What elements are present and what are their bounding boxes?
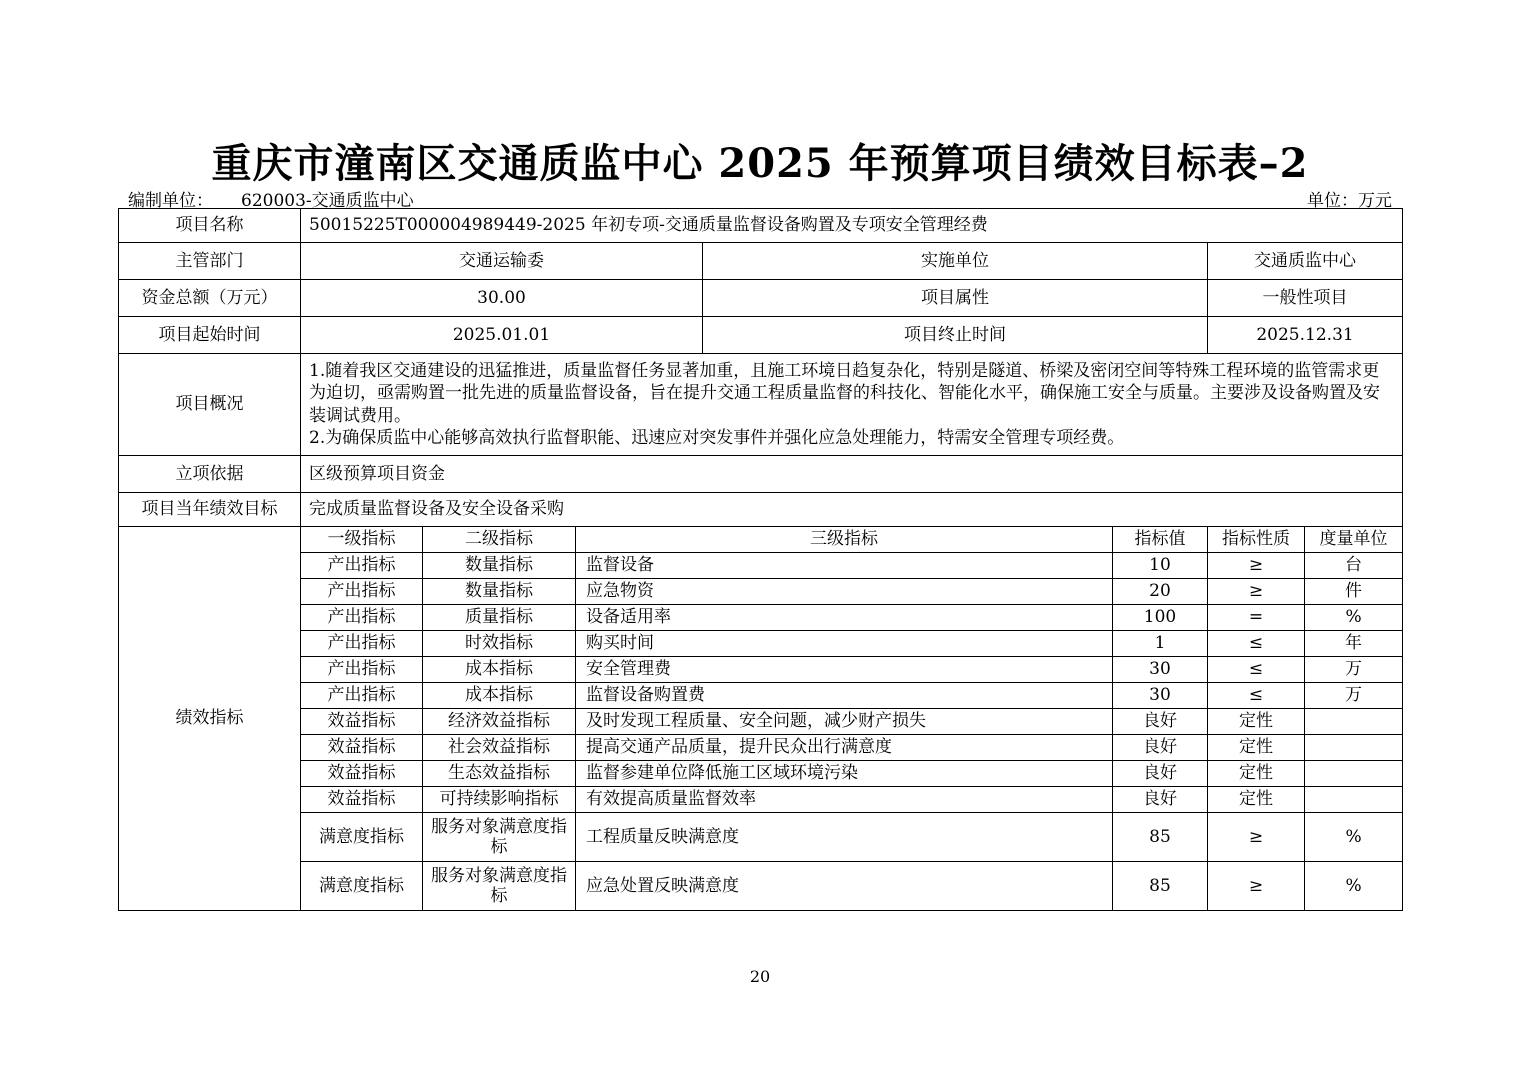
page-number: 20	[749, 967, 771, 986]
indicator-level3: 提高交通产品质量，提升民众出行满意度	[576, 735, 1113, 761]
indicator-level1: 效益指标	[301, 735, 423, 761]
indicator-level2: 成本指标	[423, 683, 576, 709]
indicator-level3: 应急物资	[576, 579, 1113, 605]
indicator-nature: ≥	[1208, 862, 1305, 911]
dept-label: 主管部门	[119, 243, 301, 280]
indicator-nature: ≥	[1208, 813, 1305, 862]
indicator-value: 100	[1113, 605, 1208, 631]
indicator-level1: 效益指标	[301, 761, 423, 787]
perf-label: 绩效指标	[119, 527, 301, 911]
indicator-nature: ≤	[1208, 683, 1305, 709]
indicator-value: 1	[1113, 631, 1208, 657]
indicator-unit: 年	[1305, 631, 1403, 657]
indicator-unit: 万	[1305, 683, 1403, 709]
indicator-level2: 可持续影响指标	[423, 787, 576, 813]
header-level2: 二级指标	[423, 527, 576, 553]
fund-value: 30.00	[301, 280, 703, 317]
indicator-level2: 成本指标	[423, 657, 576, 683]
basis-value: 区级预算项目资金	[301, 456, 1403, 493]
indicator-level3: 安全管理费	[576, 657, 1113, 683]
indicator-nature: 定性	[1208, 761, 1305, 787]
dept-value: 交通运输委	[301, 243, 703, 280]
indicator-level2: 质量指标	[423, 605, 576, 631]
indicator-level2: 生态效益指标	[423, 761, 576, 787]
indicator-value: 良好	[1113, 761, 1208, 787]
header-level3: 三级指标	[576, 527, 1113, 553]
indicator-row	[119, 761, 1403, 787]
indicator-level3: 监督设备	[576, 553, 1113, 579]
goal-value: 完成质量监督设备及安全设备采购	[301, 493, 1403, 527]
indicator-level2: 时效指标	[423, 631, 576, 657]
indicator-unit: %	[1305, 605, 1403, 631]
attr-value: 一般性项目	[1208, 280, 1403, 317]
overview-paragraph-1: 1.随着我区交通建设的迅猛推进，质量监督任务显著加重，且施工环境日趋复杂化，特别是隧道、桥梁及密闭空间等特殊工程环境的监管需求更为迫切，亟需购置一批先进的质量监督设备，旨在提升交通工程质量监督的科技化、智能化水平，确保施工安全与质量。主要涉及设备购置及安装调试费用。	[309, 361, 1380, 426]
indicator-nature: 定性	[1208, 709, 1305, 735]
indicator-row	[119, 683, 1403, 709]
overview-label: 项目概况	[119, 354, 301, 456]
row-goal	[119, 493, 1403, 527]
indicator-level3: 有效提高质量监督效率	[576, 787, 1113, 813]
indicator-row	[119, 862, 1403, 911]
indicator-value: 20	[1113, 579, 1208, 605]
currency-unit: 单位：万元	[1307, 191, 1392, 211]
header-nature: 指标性质	[1208, 527, 1305, 553]
basis-label: 立项依据	[119, 456, 301, 493]
indicator-unit: 台	[1305, 553, 1403, 579]
row-basis	[119, 456, 1403, 493]
indicator-nature: =	[1208, 605, 1305, 631]
indicator-level2: 经济效益指标	[423, 709, 576, 735]
indicator-level3: 监督设备购置费	[576, 683, 1113, 709]
indicator-nature: ≥	[1208, 553, 1305, 579]
start-value: 2025.01.01	[301, 317, 703, 354]
indicator-level1: 效益指标	[301, 709, 423, 735]
indicator-level3: 设备适用率	[576, 605, 1113, 631]
performance-table	[118, 208, 1403, 911]
indicator-nature: 定性	[1208, 787, 1305, 813]
indicator-value: 良好	[1113, 787, 1208, 813]
indicator-level1: 产出指标	[301, 683, 423, 709]
indicator-level3: 监督参建单位降低施工区域环境污染	[576, 761, 1113, 787]
overview-paragraph-2: 2.为确保质监中心能够高效执行监督职能、迅速应对突发事件并强化应急处理能力，特需安全管理专项经费。	[309, 427, 1125, 448]
indicator-value: 30	[1113, 657, 1208, 683]
row-project-name	[119, 209, 1403, 243]
overview-value	[301, 354, 1403, 456]
indicator-nature: ≥	[1208, 579, 1305, 605]
indicator-level1: 效益指标	[301, 787, 423, 813]
indicator-level1: 产出指标	[301, 553, 423, 579]
indicator-row	[119, 553, 1403, 579]
indicator-unit	[1305, 735, 1403, 761]
indicator-level2: 服务对象满意度指标	[423, 813, 576, 862]
indicator-unit	[1305, 761, 1403, 787]
indicator-level1: 满意度指标	[301, 813, 423, 862]
indicator-level1: 产出指标	[301, 657, 423, 683]
indicator-row	[119, 579, 1403, 605]
indicator-level2: 数量指标	[423, 553, 576, 579]
row-dates	[119, 317, 1403, 354]
indicator-row	[119, 605, 1403, 631]
indicator-level2: 数量指标	[423, 579, 576, 605]
end-value: 2025.12.31	[1208, 317, 1403, 354]
indicator-level1: 产出指标	[301, 579, 423, 605]
indicator-level2: 社会效益指标	[423, 735, 576, 761]
indicator-level2: 服务对象满意度指标	[423, 862, 576, 911]
indicator-level3: 工程质量反映满意度	[576, 813, 1113, 862]
indicator-unit: 件	[1305, 579, 1403, 605]
indicator-unit	[1305, 709, 1403, 735]
project-name-value: 50015225T000004989449-2025 年初专项-交通质量监督设备购置及专项安全管理经费	[301, 209, 1403, 243]
indicator-row	[119, 813, 1403, 862]
impl-value: 交通质监中心	[1208, 243, 1403, 280]
indicator-unit: 万	[1305, 657, 1403, 683]
indicator-unit: %	[1305, 862, 1403, 911]
indicator-value: 30	[1113, 683, 1208, 709]
indicator-unit: %	[1305, 813, 1403, 862]
row-overview	[119, 354, 1403, 456]
indicator-nature: 定性	[1208, 735, 1305, 761]
page-title: 重庆市潼南区交通质监中心 2025 年预算项目绩效目标表–2	[211, 140, 1309, 187]
indicator-header-row	[119, 527, 1403, 553]
impl-label: 实施单位	[703, 243, 1208, 280]
indicator-level3: 应急处置反映满意度	[576, 862, 1113, 911]
goal-label: 项目当年绩效目标	[119, 493, 301, 527]
indicator-level1: 产出指标	[301, 605, 423, 631]
attr-label: 项目属性	[703, 280, 1208, 317]
header-value: 指标值	[1113, 527, 1208, 553]
compiling-unit-label: 编制单位：	[128, 191, 213, 211]
start-label: 项目起始时间	[119, 317, 301, 354]
compiling-unit-value: 620003-交通质监中心	[241, 191, 414, 211]
end-label: 项目终止时间	[703, 317, 1208, 354]
row-department	[119, 243, 1403, 280]
row-fund	[119, 280, 1403, 317]
indicator-value: 10	[1113, 553, 1208, 579]
indicator-row	[119, 631, 1403, 657]
project-name-label: 项目名称	[119, 209, 301, 243]
indicator-value: 85	[1113, 813, 1208, 862]
indicator-value: 85	[1113, 862, 1208, 911]
indicator-level1: 产出指标	[301, 631, 423, 657]
indicator-level3: 购买时间	[576, 631, 1113, 657]
indicator-level1: 满意度指标	[301, 862, 423, 911]
indicator-unit	[1305, 787, 1403, 813]
indicator-level3: 及时发现工程质量、安全问题，减少财产损失	[576, 709, 1113, 735]
header-unit: 度量单位	[1305, 527, 1403, 553]
indicator-value: 良好	[1113, 735, 1208, 761]
fund-label: 资金总额（万元）	[119, 280, 301, 317]
indicator-value: 良好	[1113, 709, 1208, 735]
indicator-nature: ≤	[1208, 631, 1305, 657]
header-level1: 一级指标	[301, 527, 423, 553]
indicator-nature: ≤	[1208, 657, 1305, 683]
indicator-row	[119, 787, 1403, 813]
indicator-row	[119, 735, 1403, 761]
indicator-row	[119, 657, 1403, 683]
indicator-row	[119, 709, 1403, 735]
